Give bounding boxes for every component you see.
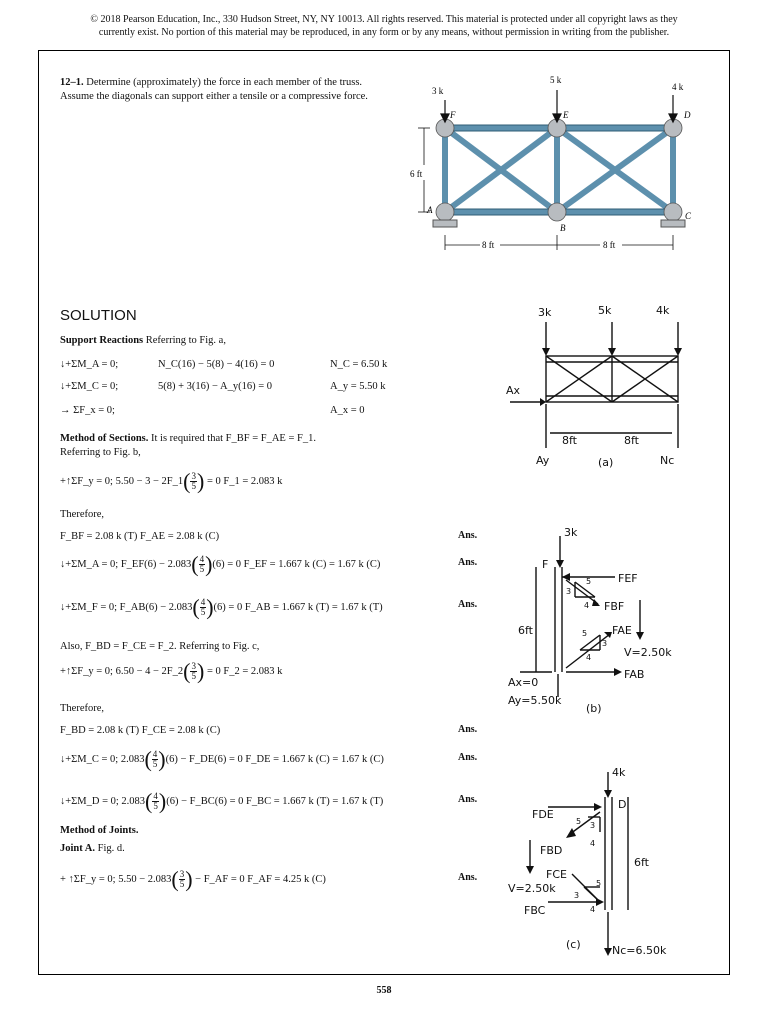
copyright-line-1: © 2018 Pearson Education, Inc., 330 Hudson Street, NY, NY 10013. All rights reserved. This material is protected under all copyright laws as they: [90, 14, 678, 25]
figure-c: [500, 762, 700, 967]
load-label-f: 3 k: [432, 86, 444, 96]
sections-line: [60, 432, 316, 446]
truss-members: [445, 128, 673, 212]
node-b: B: [560, 223, 566, 233]
r1-eq: N_C(16) − 5(8) − 4(16) = 0: [158, 359, 275, 370]
fig-a-caption: (a): [598, 456, 614, 469]
svg-text:4: 4: [584, 601, 590, 610]
therefore-2: Therefore,: [60, 703, 105, 714]
eq-m3: ↓+ΣM_C = 0; 2.083( $\frac{4}{5}$ )(6) − F_DE(6) = 0 F_DE = 1.667 k (C) = 1.67 k (C): [60, 746, 384, 772]
dim-span-2: 8 ft: [603, 240, 616, 250]
copyright-notice: [20, 13, 748, 39]
r1-lhs: ↓+ΣM_A = 0;: [60, 359, 119, 370]
node-c: C: [685, 211, 692, 221]
fig-c-node-d: D: [618, 798, 627, 811]
eq-j1: + ↑ΣF_y = 0; 5.50 − 2.083( $\frac{3}{5}$ ) − F_AF = 0 F_AF = 4.25 k (C): [60, 866, 326, 892]
fig-a-load-3: 4k: [656, 304, 670, 317]
ans-t1: Ans.: [458, 530, 478, 541]
svg-text:3: 3: [590, 821, 596, 830]
eq-s1: +↑ΣF_y = 0; 5.50 − 3 − 2F_1( $\frac{3}{5}$ ) = 0 F_1 = 2.083 k: [60, 468, 283, 494]
fig-b-fab: FAB: [624, 668, 645, 681]
node-a: A: [427, 205, 433, 215]
figure-a: [500, 298, 710, 483]
fig-b-fbf: FBF: [604, 600, 625, 613]
r2-result: A_y = 5.50 k: [330, 381, 386, 392]
fig-a-nc: Nc: [660, 454, 675, 467]
fig-c-fce: FCE: [546, 868, 567, 881]
r3-result: A_x = 0: [330, 405, 365, 416]
eq-t1: F_BF = 2.08 k (T) F_AE = 2.08 k (C): [60, 531, 220, 542]
dim-height: 6 ft: [410, 169, 423, 179]
load-label-e: 5 k: [550, 75, 562, 85]
sections-title: Method of Sections.: [60, 433, 149, 444]
r2-eq: 5(8) + 3(16) − A_y(16) = 0: [158, 381, 272, 392]
svg-text:5: 5: [596, 879, 602, 888]
fig-a-ay: Ay: [536, 454, 550, 467]
support-c: [661, 220, 685, 227]
dim-span-1: 8 ft: [482, 240, 495, 250]
support-ref: Referring to Fig. a,: [145, 335, 226, 346]
copyright-line-2: currently exist. No portion of this material may be reproduced, in any form or by any means, without permission in writing from the publisher.: [98, 27, 670, 38]
sections-text: It is required that F_BF = F_AE = F_1.: [151, 433, 316, 444]
fig-c-fbc: FBC: [524, 904, 546, 917]
eq-s2: +↑ΣF_y = 0; 6.50 − 4 − 2F_2( $\frac{3}{5}$ ) = 0 F_2 = 2.083 k: [60, 658, 283, 684]
fig-c-caption: (c): [566, 938, 581, 951]
sections-ref: Referring to Fig. b,: [60, 447, 141, 458]
eq-m2: ↓+ΣM_F = 0; F_AB(6) − 2.083( $\frac{4}{5}$ )(6) = 0 F_AB = 1.667 k (T) = 1.67 k (T): [60, 594, 383, 620]
fig-a-span-2: 8ft: [624, 434, 639, 447]
node-f: F: [450, 110, 456, 120]
fig-b-fef: FEF: [618, 572, 638, 585]
r1-result: N_C = 6.50 k: [330, 359, 388, 370]
support-a: [433, 220, 457, 227]
support-reactions-line: [60, 334, 226, 348]
svg-text:3: 3: [566, 587, 572, 596]
joint-a-title: Joint A.: [60, 843, 96, 854]
figure-b: [500, 522, 700, 727]
fig-c-height: 6ft: [634, 856, 649, 869]
gusset-c: [664, 203, 682, 221]
fig-c-v: V=2.50k: [508, 882, 556, 895]
svg-text:5: 5: [582, 629, 588, 638]
node-d: D: [684, 110, 691, 120]
eq-m1: ↓+ΣM_A = 0; F_EF(6) − 2.083( $\frac{4}{5}$ )(6) = 0 F_EF = 1.667 k (C) = 1.67 k (C): [60, 551, 381, 577]
fig-a-ax: Ax: [506, 384, 521, 397]
also-line: Also, F_BD = F_CE = F_2. Referring to Fig. c,: [60, 641, 260, 652]
load-label-d: 4 k: [672, 82, 684, 92]
gusset-a: [436, 203, 454, 221]
svg-text:4: 4: [590, 839, 596, 848]
svg-text:4: 4: [586, 653, 592, 662]
r2-lhs: ↓+ΣM_C = 0;: [60, 381, 119, 392]
fig-b-node-f: F: [542, 558, 549, 571]
fig-c-load: 4k: [612, 766, 626, 779]
solution-heading: SOLUTION: [60, 307, 137, 324]
svg-text:5: 5: [586, 577, 592, 586]
page-number: 558: [376, 985, 392, 996]
fig-a-load-2: 5k: [598, 304, 612, 317]
fig-a-span-1: 8ft: [562, 434, 577, 447]
fig-b-ax: Ax=0: [508, 676, 539, 689]
ans-m4: Ans.: [458, 794, 478, 805]
node-e: E: [563, 110, 569, 120]
r3-lhs: → ΣF_x = 0;: [60, 405, 115, 416]
svg-text:5: 5: [576, 817, 582, 826]
truss-figure: [400, 70, 710, 260]
fig-b-ay: Ay=5.50k: [508, 694, 562, 707]
fig-b-caption: (b): [586, 702, 602, 715]
ans-m3: Ans.: [458, 752, 478, 763]
fig-c-fde: FDE: [532, 808, 554, 821]
fig-b-height: 6ft: [518, 624, 533, 637]
fig-b-fae: FAE: [612, 624, 632, 637]
eq-m4: ↓+ΣM_D = 0; 2.083( $\frac{4}{5}$ )(6) − F_BC(6) = 0 F_BC = 1.667 k (T) = 1.67 k (T): [60, 788, 384, 814]
fig-a-load-1: 3k: [538, 306, 552, 319]
ans-m1: Ans.: [458, 557, 478, 568]
fig-c-nc: Nc=6.50k: [612, 944, 667, 957]
svg-text:3: 3: [602, 639, 608, 648]
problem-statement: [60, 76, 380, 104]
svg-text:4: 4: [590, 905, 596, 914]
joint-a-line: [60, 842, 125, 856]
gusset-b: [548, 203, 566, 221]
fig-b-v: V=2.50k: [624, 646, 672, 659]
ans-t2: Ans.: [458, 724, 478, 735]
ans-m2: Ans.: [458, 599, 478, 610]
eq-t2: F_BD = 2.08 k (T) F_CE = 2.08 k (C): [60, 725, 221, 736]
therefore-1: Therefore,: [60, 509, 105, 520]
fig-c-fbd: FBD: [540, 844, 563, 857]
joints-title: Method of Joints.: [60, 825, 139, 836]
ans-j1: Ans.: [458, 872, 478, 883]
svg-text:3: 3: [574, 891, 580, 900]
joint-a-ref: Fig. d.: [97, 843, 125, 854]
support-title: Support Reactions: [60, 335, 144, 346]
problem-number: 12–1.: [60, 77, 84, 88]
problem-text: Determine (approximately) the force in each member of the truss. Assume the diagonals can support either a tensile or a compressive force.: [60, 77, 368, 102]
fig-b-load: 3k: [564, 526, 578, 539]
